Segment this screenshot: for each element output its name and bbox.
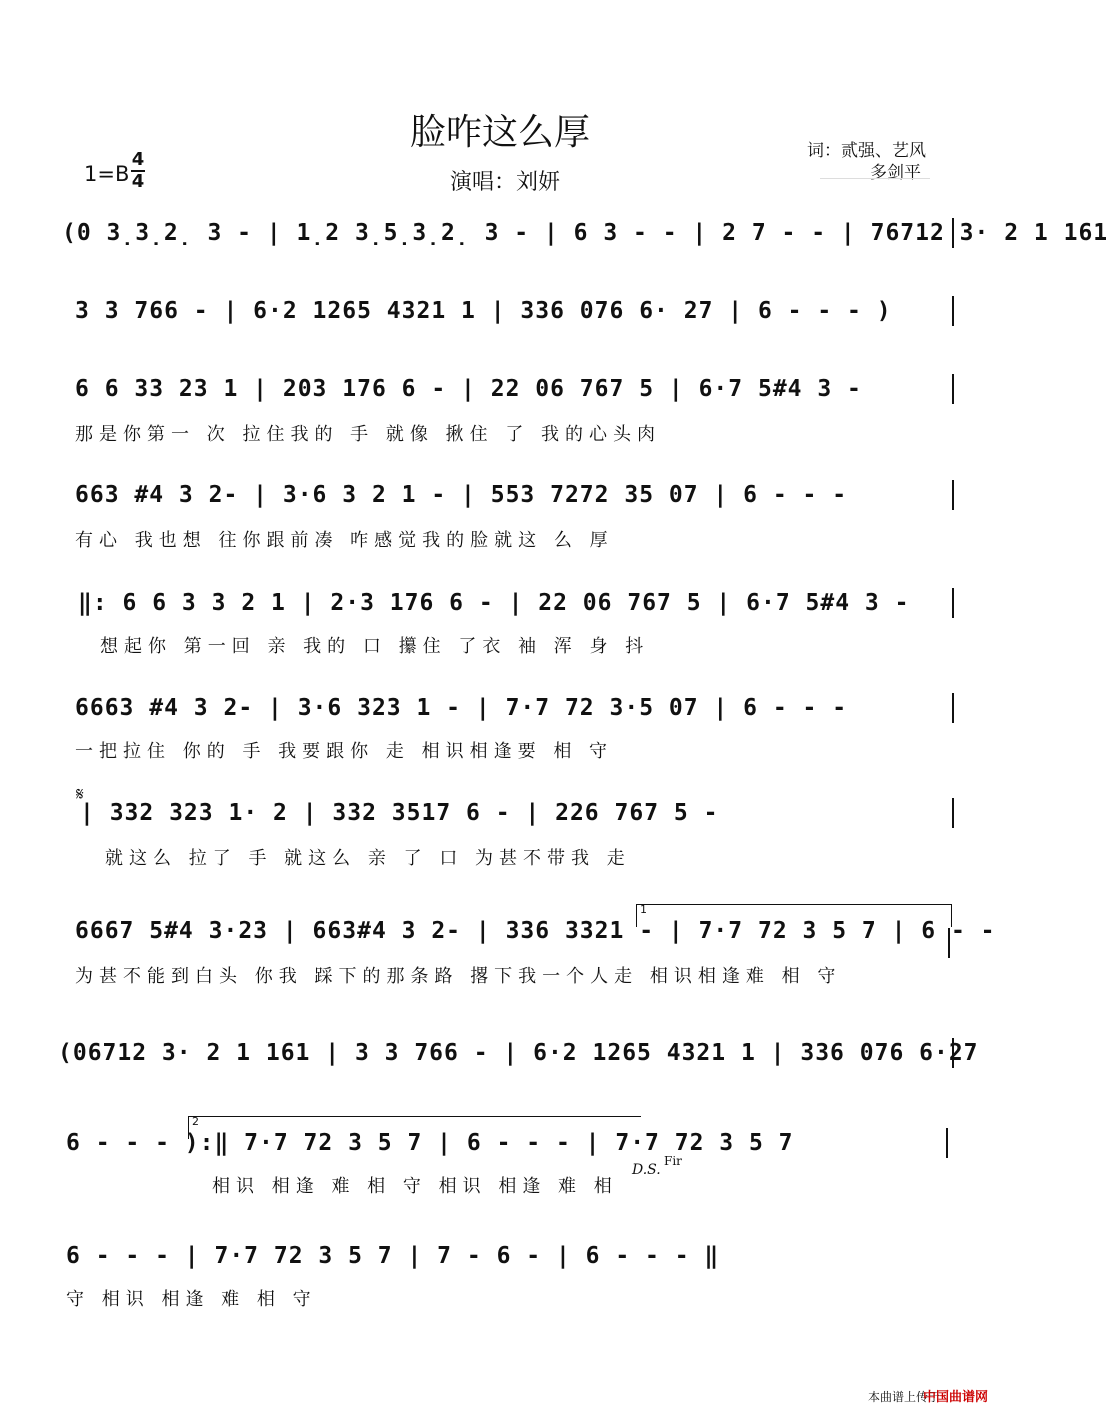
lyric: 为甚不能到白头 你我 踩下的那条路 撂下我一个人走 相识相逢难 相 守 [75, 966, 842, 987]
barline [952, 218, 954, 248]
key-signature: 1=B [84, 162, 130, 186]
barline [946, 1128, 948, 1158]
lyric: 有心 我也想 往你跟前凑 咋感觉我的脸就这 么 厚 [75, 530, 614, 551]
barline [952, 1038, 954, 1068]
segno-sign: 𝄋 [76, 784, 84, 805]
barline [952, 693, 954, 723]
footer-text: 本曲谱上传于 [867, 1390, 940, 1404]
song-title: 脸咋这么厚 [409, 112, 590, 153]
lyric: 相识 相逢 难 相 守 相识 相逢 难 相 [212, 1176, 618, 1197]
notation: 6667 5#4 3·23 | 663#4 3 2- | 336 3321 - | 7·7 72 3 5 7 | 6 - - [75, 918, 996, 944]
notation: 3 3 766 - | 6·2 1265 4321 1 | 336 076 6· 27 | 6 - - - ) [75, 298, 892, 324]
fine-mark: Fir [664, 1154, 682, 1168]
lyric: 一把拉住 你的 手 我要跟你 走 相识相逢要 相 守 [75, 741, 614, 762]
dal-segno-mark: D.S. [632, 1162, 661, 1178]
singer-credit: 演唱：刘妍 [450, 170, 561, 195]
time-signature [131, 150, 145, 192]
time-signature-bottom: 4 [131, 171, 145, 192]
notation: 6663 #4 3 2- | 3·6 323 1 - | 7·7 72 3·5 07 | 6 - - - [75, 695, 848, 721]
lyric: 守 相识 相逢 难 相 守 [66, 1289, 317, 1310]
notation: | 332 323 1· 2 | 332 3517 6 - | 226 767 5 - [80, 800, 719, 826]
lyric: 想起你 第一回 亲 我的 口 攥住 了衣 袖 浑 身 抖 [100, 636, 650, 657]
barline [952, 588, 954, 618]
barline [952, 374, 954, 404]
volta-number: 1 [640, 903, 647, 916]
site-logo[interactable]: 中国曲谱网 [922, 1390, 988, 1405]
barline [948, 928, 950, 958]
credit-underline [820, 178, 930, 179]
notation: (06712 3· 2 1 161 | 3 3 766 - | 6·2 1265 4321 1 | 336 076 6·27 [58, 1040, 979, 1066]
lyric: 就这么 拉了 手 就这么 亲 了 口 为甚不带我 走 [105, 848, 631, 869]
notation: ‖: 6 6 3 3 2 1 | 2·3 176 6 - | 22 06 767 5 | 6·7 5#4 3 - [78, 590, 910, 616]
barline [952, 480, 954, 510]
volta-number: 2 [192, 1115, 199, 1128]
notation: 6 6 33 23 1 | 203 176 6 - | 22 06 767 5 | 6·7 5#4 3 - [75, 376, 862, 402]
lyric: 那是你第一 次 拉住我的 手 就像 揪住 了 我的心头肉 [75, 424, 662, 445]
time-signature-top: 4 [131, 149, 145, 170]
barline [952, 798, 954, 828]
notation: (0 3̣3̣2̣ 3 - | 1̣2 3̣5̣3̣2̣ 3 - | 6 3 - - | 2 7 - - | 76712 3· 2 1 161 [62, 220, 1108, 246]
notation: 6 - - - ):‖ 7·7 72 3 5 7 | 6 - - - | 7·7 72 3 5 7 [66, 1130, 794, 1156]
composer-credit: 多剑平 [870, 163, 921, 183]
barline [952, 296, 954, 326]
lyricist-credit: 词：贰强、艺风 [807, 141, 926, 161]
notation: 663 #4 3 2- | 3·6 3 2 1 - | 553 7272 35 07 | 6 - - - [75, 482, 848, 508]
notation: 6 - - - | 7·7 72 3 5 7 | 7 - 6 - | 6 - - - ‖ [66, 1243, 720, 1269]
